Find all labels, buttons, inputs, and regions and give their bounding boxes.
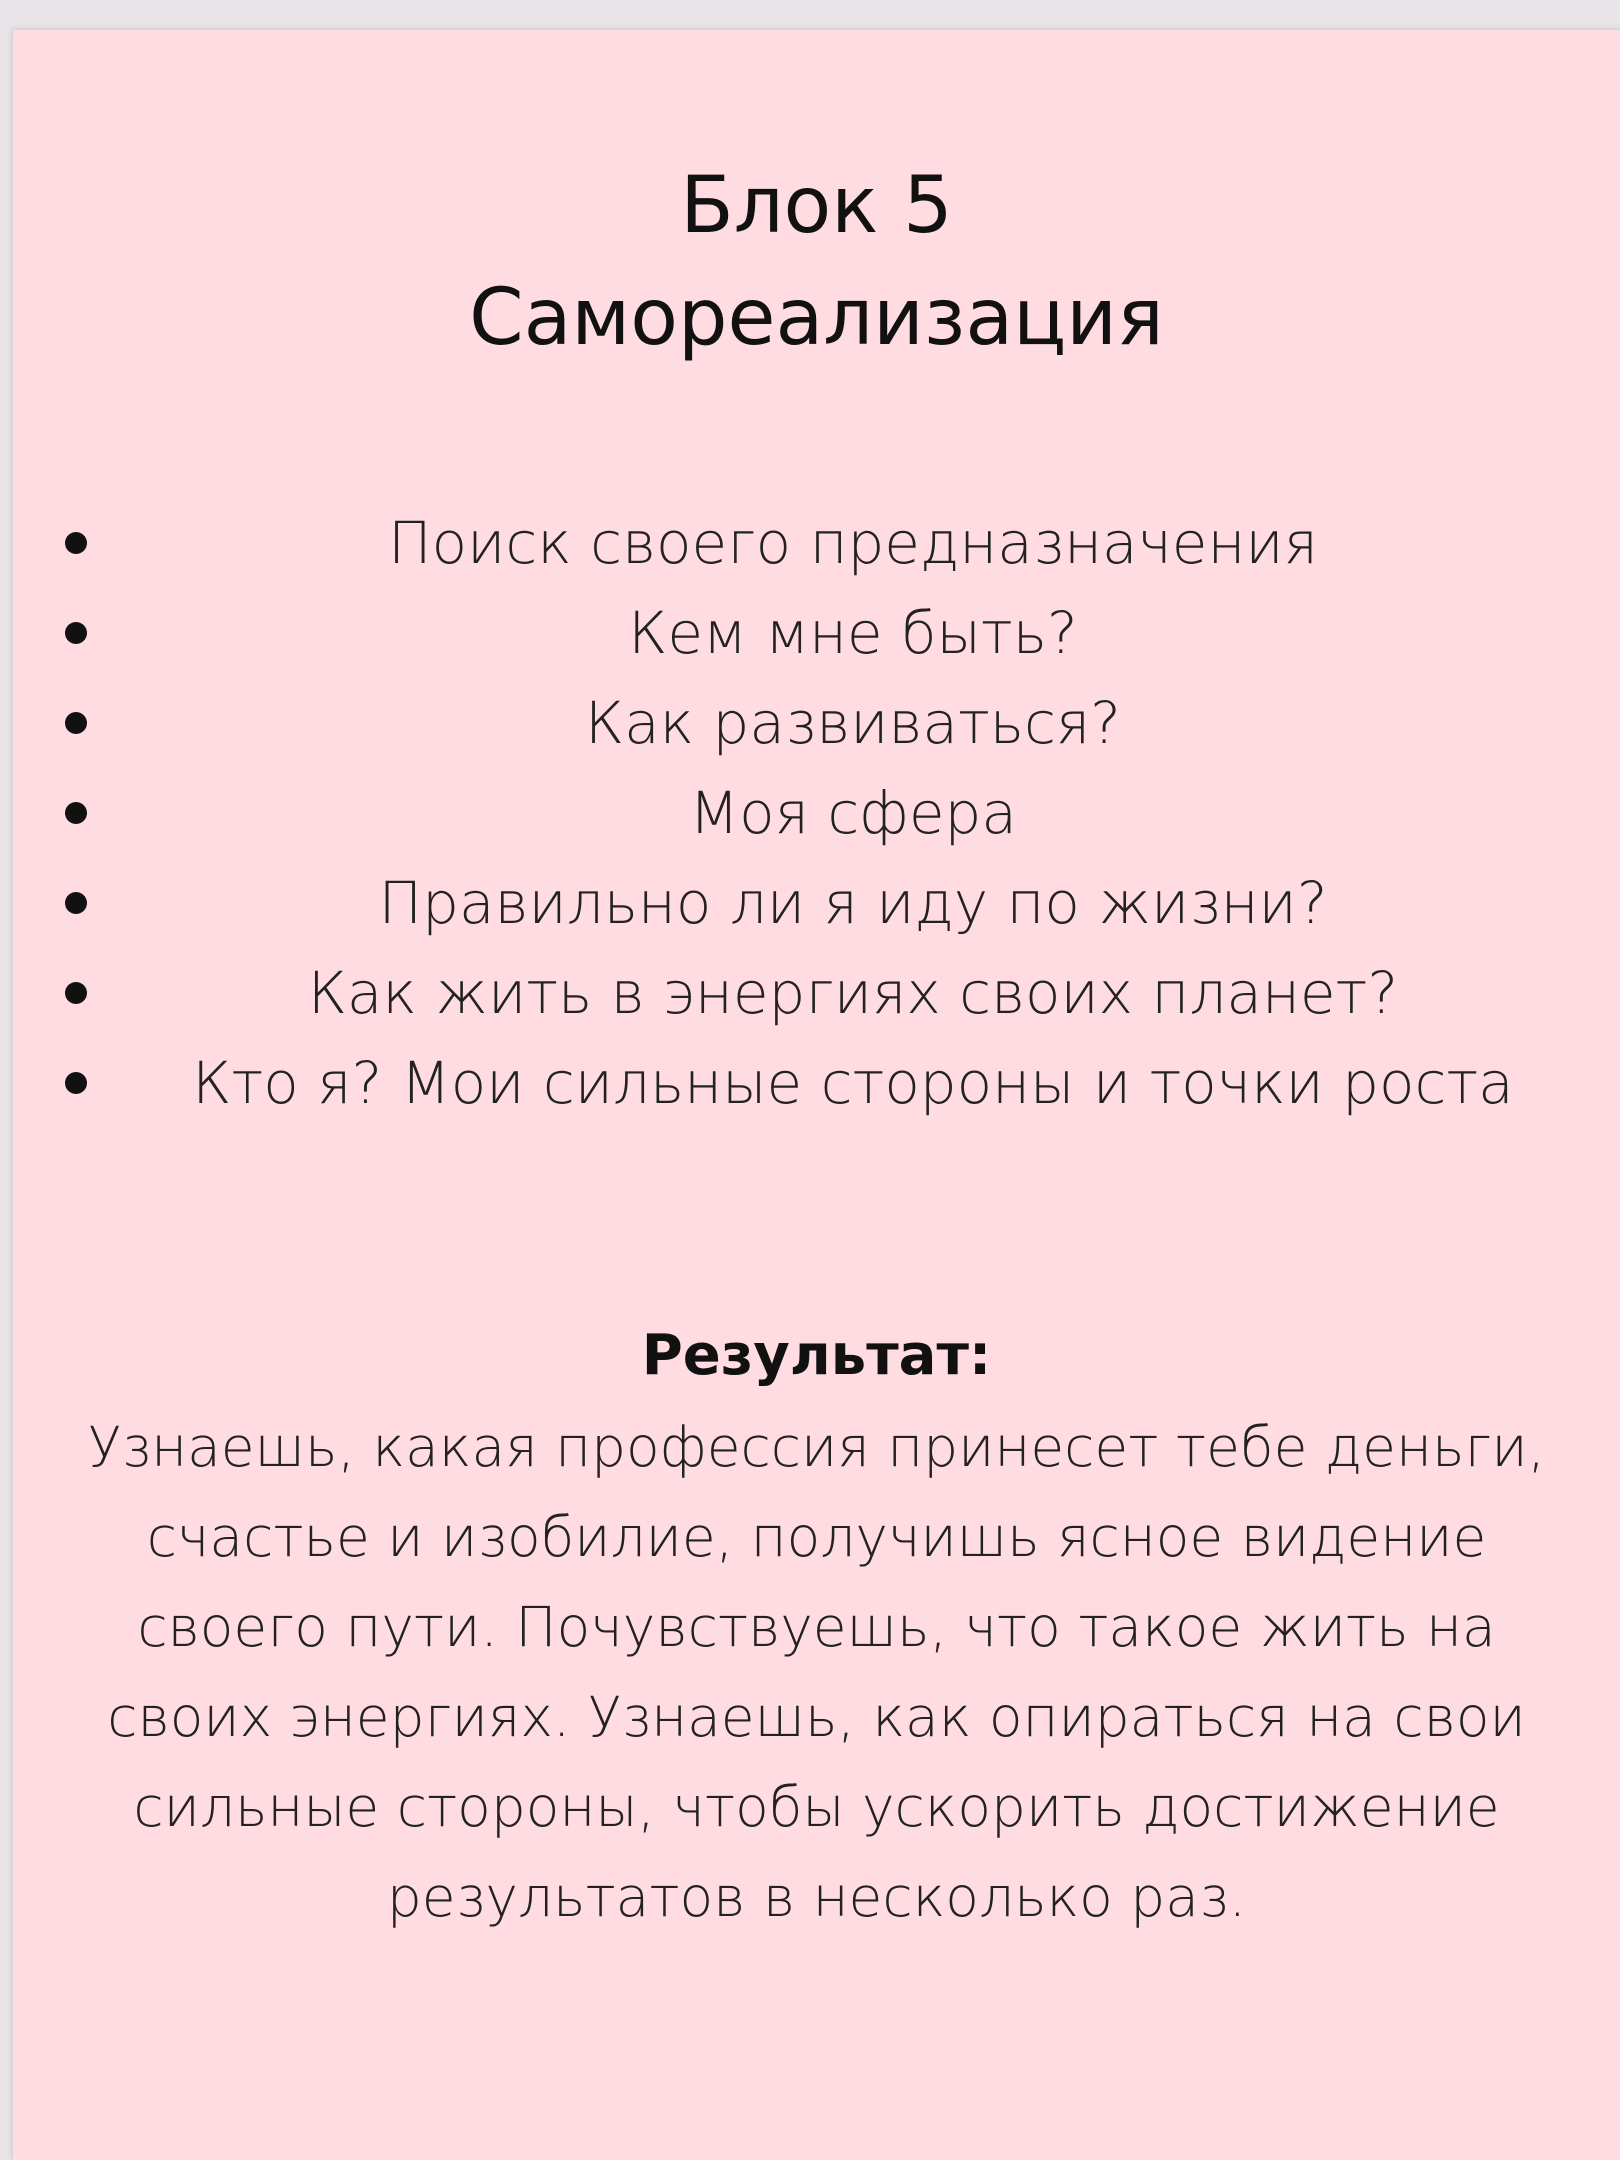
list-item-text: Поиск своего предназначения (388, 509, 1318, 577)
list-item-text: Кто я? Мои сильные стороны и точки роста (192, 1049, 1514, 1117)
bullet-icon (65, 802, 87, 824)
content-card (13, 30, 1620, 2160)
bullet-icon (65, 712, 87, 734)
list-item-text: Как развиваться? (585, 689, 1121, 757)
list-item-text: Как жить в энергиях своих планет? (307, 959, 1399, 1027)
list-item-text: Кем мне быть? (628, 599, 1078, 667)
result-line: результатов в несколько раз. (386, 1865, 1247, 1929)
result-line: своих энергиях. Узнаешь, как опираться на свои (107, 1685, 1526, 1749)
list-item (13, 588, 1620, 678)
list-item-text: Правильно ли я иду по жизни? (378, 869, 1328, 937)
bullet-icon (65, 982, 87, 1004)
block-number-title: Блок 5 (680, 161, 953, 251)
result-description (33, 1402, 1600, 1942)
bullet-icon (65, 892, 87, 914)
result-line: своего пути. Почувствуешь, что такое жить на (137, 1595, 1496, 1659)
list-item (13, 948, 1620, 1038)
bullet-icon (65, 1072, 87, 1094)
bullet-icon (65, 532, 87, 554)
list-item-text: Моя сфера (689, 779, 1017, 847)
result-line: Узнаешь, какая профессия принесет тебе деньги, (87, 1415, 1546, 1479)
list-item (13, 858, 1620, 948)
list-item (13, 1038, 1620, 1128)
block-topic-title: Самореализация (469, 273, 1164, 363)
result-heading: Результат: (641, 1323, 992, 1388)
list-item (13, 678, 1620, 768)
list-item (13, 498, 1620, 588)
result-line: сильные стороны, чтобы ускорить достижение (133, 1775, 1500, 1839)
list-item (13, 768, 1620, 858)
bullet-icon (65, 622, 87, 644)
result-line: счастье и изобилие, получишь ясное видение (146, 1505, 1487, 1569)
topics-list (13, 498, 1620, 1128)
